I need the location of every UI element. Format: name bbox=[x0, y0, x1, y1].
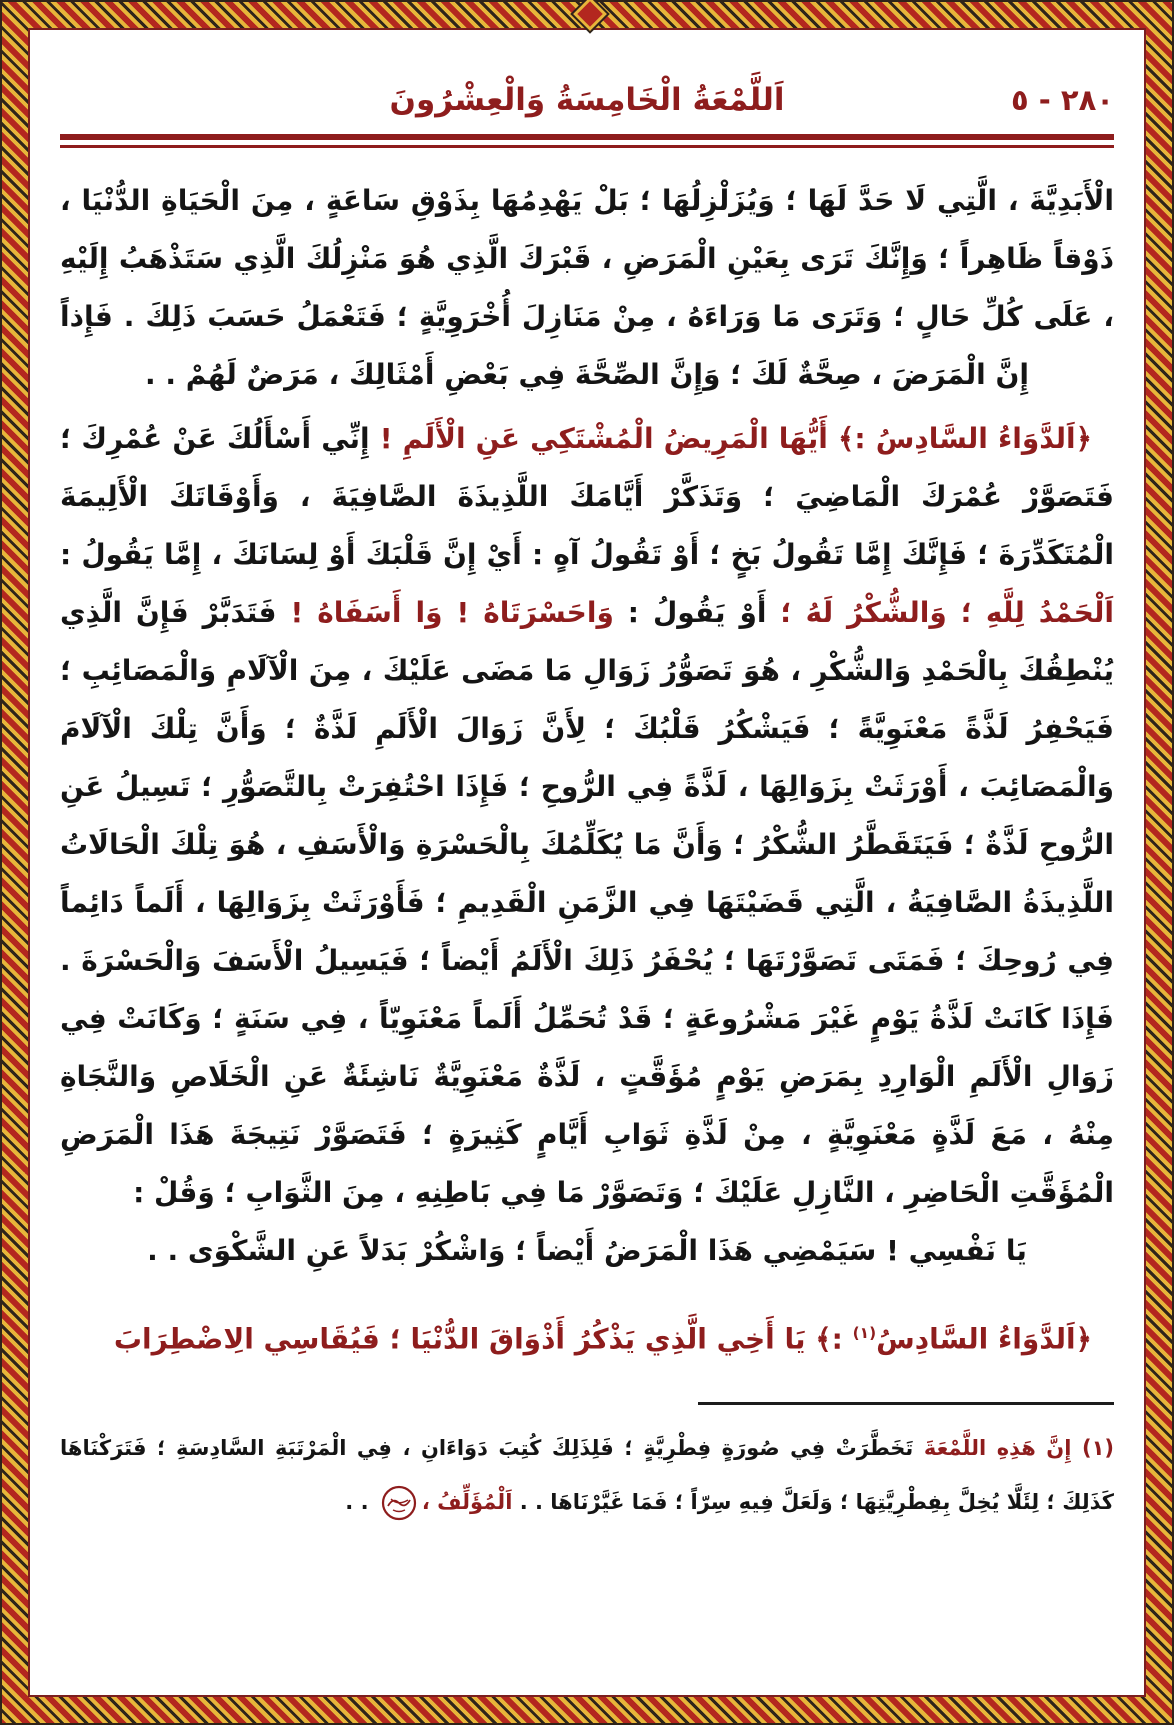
page-title: اَللَّمْعَةُ الْخَامِسَةُ وَالْعِشْرُونَ bbox=[389, 82, 785, 118]
remedy-six-text-2: أَوْ يَقُولُ : bbox=[613, 596, 781, 629]
remedy-six-text-3: فَتَدَبَّرْ فَإِنَّ الَّذِي يُنْطِقُكَ بِالْحَمْدِ وَالشُّكْرِ ، هُوَ تَصَوُّرُ زَوَالِ مَا مَضَى عَلَيْكَ ، مِنَ الْآلَامِ وَالْمَصَائِبِ ؛ فَيَحْفِرُ لَذَّةً مَعْنَوِيَّةً ؛ فَيَشْكُرُ قَلْبُكَ ؛ لِأَنَّ زَوَالَ الْأَلَمِ لَذَّةٌ ؛ وَأَنَّ تِلْكَ الْآلَامَ وَالْمَصَائِبَ ، أَوْرَثَتْ بِزَوَالِهَا ، لَذَّةً فِي الرُّوحِ ؛ فَإِذَا احْتُفِرَتْ بِالتَّصَوُّرِ ؛ تَسِيلُ عَنِ الرُّوحِ لَذَّةٌ ؛ فَيَتَقَطَّرُ الشُّكْرُ ؛ وَأَنَّ مَا يُكَلِّمُكَ بِالْحَسْرَةِ وَالْأَسَفِ ، هُوَ تِلْكَ الْحَالَاتُ اللَّذِيذَةُ الصَّافِيَةُ ، الَّتِي قَضَيْتَهَا فِي الزَّمَنِ الْقَدِيمِ ؛ فَأَوْرَثَتْ بِزَوَالِهَا ، أَلَماً دَائِماً فِي رُوحِكَ ؛ فَمَتَى تَصَوَّرْتَهَا ؛ يُحْفَرُ ذَلِكَ الْأَلَمُ أَيْضاً ؛ فَيَسِيلُ الْأَسَفَ وَالْحَسْرَةَ . فَإِذَا كَانَتْ لَذَّةُ يَوْمٍ غَيْرَ مَشْرُوعَةٍ ؛ قَدْ تُحَمِّلُ أَلَماً مَعْنَوِيّاً ، فِي سَنَةٍ ؛ وَكَانَتْ فِي زَوَالِ الْأَلَمِ الْوَارِدِ بِمَرَضِ يَوْمٍ مُؤَقَّتٍ ، لَذَّةٌ مَعْنَوِيَّةٌ نَاشِئَةٌ عَنِ الْخَلَاصِ وَالنَّجَاةِ مِنْهُ ، مَعَ لَذَّةٍ مَعْنَوِيَّةٍ ، مِنْ لَذَّةِ ثَوَابِ أَيَّامٍ كَثِيرَةٍ ؛ فَتَصَوَّرْ نَتِيجَةَ هَذَا الْمَرَضِ الْمُؤَقَّتِ الْحَاضِرِ ، النَّازِلِ عَلَيْكَ ؛ وَتَصَوَّرْ مَا فِي بَاطِنِهِ ، مِنَ الثَّوَابِ ؛ وَقُلْ : bbox=[60, 596, 1114, 1209]
body-text bbox=[60, 172, 1114, 1368]
footnote-author: اَلْمُؤَلِّفُ ، bbox=[421, 1490, 513, 1515]
footnote-separator-rule bbox=[698, 1402, 1114, 1405]
footnote-marker: (١) إِنَّ هَذِهِ اللَّمْعَةَ bbox=[913, 1436, 1114, 1461]
remedy-six-b-heading-open: ﴿اَلدَّوَاءُ السَّادِسُ bbox=[876, 1322, 1092, 1356]
remedy-six-closing-line: يَا نَفْسِي ! سَيَمْضِي هَذَا الْمَرَضُ أَيْضاً ؛ وَاشْكُرْ بَدَلاً عَنِ الشَّكْوَى . . bbox=[147, 1234, 1027, 1267]
footnote-body: تَخَطَّرَتْ فِي صُورَةٍ فِطْرِيَّةٍ ؛ فَلِذَلِكَ كُتِبَ دَوَاءَانِ ، فِي الْمَرْتَبَةِ السَّادِسَةِ ؛ فَتَرَكْنَاهَا كَذَلِكَ ؛ لِئَلَّا يُخِلَّ بِفِطْرِيَّتِهَا ؛ وَلَعَلَّ فِيهِ سِرّاً ؛ فَمَا غَيَّرْنَاهَا . . bbox=[60, 1436, 1114, 1515]
page-header bbox=[60, 82, 1114, 118]
footnote-text bbox=[60, 1421, 1114, 1529]
remedy-six-red-phrase-2: وَاحَسْرَتَاهُ ! وَا أَسَفَاهُ ! bbox=[290, 596, 614, 629]
author-seal-icon bbox=[380, 1484, 418, 1522]
remedy-six-red-phrase-1: اَلْحَمْدُ لِلَّهِ ؛ وَالشُّكْرُ لَهُ ؛ bbox=[780, 596, 1114, 629]
footnote-reference: (١) bbox=[852, 1324, 877, 1342]
footnote-section bbox=[60, 1402, 1114, 1529]
remedy-six-b-heading-line bbox=[60, 1304, 1114, 1368]
remedy-six-b-text: يَا أَخِي الَّذِي يَذْكُرُ أَذْوَاقَ الدُّنْيَا ؛ فَيُقَاسِي الِاضْطِرَابَ bbox=[113, 1322, 816, 1356]
page-number: ٢٨٠ - ٥ bbox=[1010, 83, 1114, 117]
remedy-six-text-1: إِنِّي أَسْأَلُكَ عَنْ عُمْرِكَ ؛ فَتَصَوَّرْ عُمْرَكَ الْمَاضِيَ ؛ وَتَذَكَّرْ أَيَّامَكَ اللَّذِيذَةَ الصَّافِيَةَ ، وَأَوْقَاتَكَ الْأَلِيمَةَ الْمُتَكَدِّرَةَ ؛ فَإِنَّكَ إِمَّا تَقُولُ بَخٍ ؛ أَوْ تَقُولُ آهٍ : أَيْ إِنَّ قَلْبَكَ أَوْ لِسَانَكَ ، إِمَّا يَقُولُ : bbox=[60, 422, 1114, 571]
header-double-rule bbox=[60, 134, 1114, 148]
remedy-six-b-heading-close: :﴾ bbox=[815, 1322, 853, 1356]
remedy-six-paragraph bbox=[60, 410, 1114, 1222]
paragraph-continuation: الْأَبَدِيَّةَ ، الَّتِي لَا حَدَّ لَهَا ؛ وَيُزَلْزِلُهَا ؛ بَلْ يَهْدِمُهَا بِذَوْقِ سَاعَةٍ ، مِنَ الْحَيَاةِ الدُّنْيَا ، ذَوْقاً ظَاهِراً ؛ وَإِنَّكَ تَرَى بِعَيْنِ الْمَرَضِ ، قَبْرَكَ الَّذِي هُوَ مَنْزِلُكَ الَّذِي سَتَذْهَبُ إِلَيْهِ ، عَلَى كُلِّ حَالٍ ؛ وَتَرَى مَا وَرَاءَهُ ، مِنْ مَنَازِلَ أُخْرَوِيَّةٍ ؛ فَتَعْمَلُ حَسَبَ ذَلِكَ . فَإِذاً إِنَّ الْمَرَضَ ، صِحَّةٌ لَكَ ؛ وَإِنَّ الصِّحَّةَ فِي بَعْضِ أَمْثَالِكَ ، مَرَضٌ لَهُمْ . . bbox=[60, 184, 1114, 391]
remedy-six-heading-tail: أَيُّهَا الْمَرِيضُ الْمُشْتَكِي عَنِ الْأَلَمِ ! bbox=[369, 422, 839, 455]
remedy-six-heading: ﴿اَلدَّوَاءُ السَّادِسُ :﴾ bbox=[838, 422, 1092, 455]
frame-top-diamond-ornament bbox=[573, 0, 607, 31]
footnote-tail: . . bbox=[345, 1490, 376, 1515]
page-content bbox=[28, 28, 1146, 1697]
